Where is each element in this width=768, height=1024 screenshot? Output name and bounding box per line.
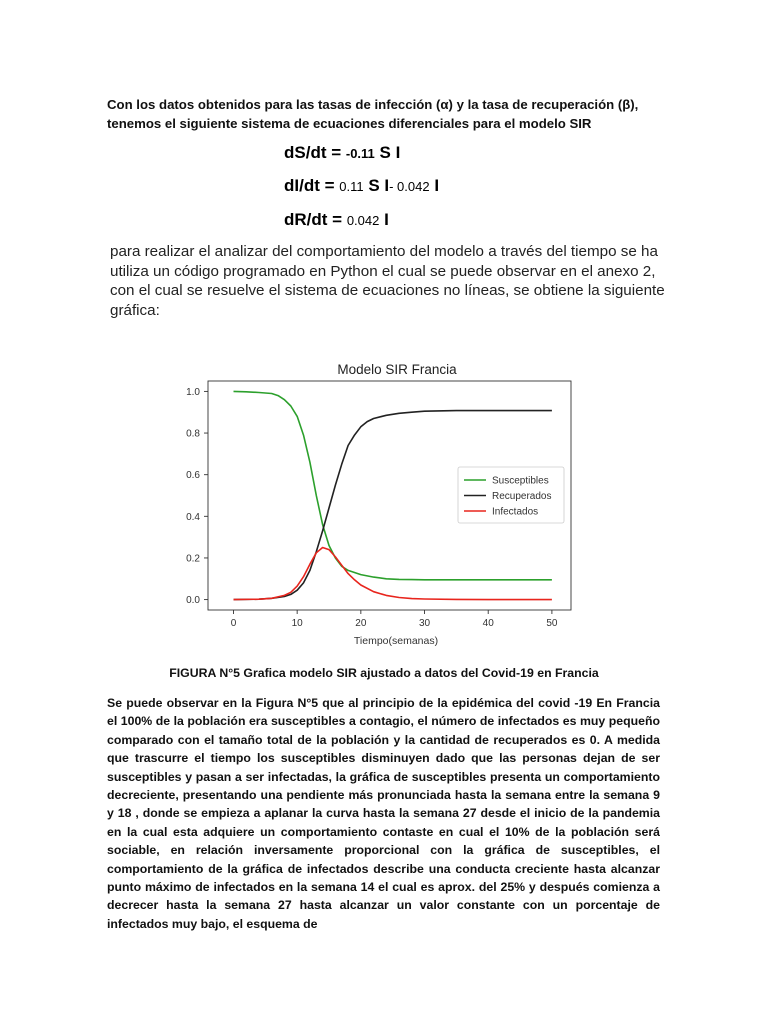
legend-label-susceptibles: Susceptibles <box>492 475 549 487</box>
equation-di-coef: 0.11 <box>339 179 364 194</box>
analysis-paragraph: Se puede observar en la Figura N°5 que al principio de la epidémica del covid -19 En Francia el 100% de la población era susceptibles a contagio, el número de infectados es muy pequeño comparado con el tamaño total de la población y la cantidad de recuperados es 0. A medida que trascurre el tiempo los susceptibles disminuyen dado que las personas dejan de ser susceptibles y pasan a ser infectadas, la gráfica de susceptibles presenta un comportamiento decreciente, presentando una pendiente más pronunciada hasta la semana entre la semana 9 y 18 , donde se empieza a aplanar la curva hasta la semana 27 desde el inicio de la pandemia en la cual esta adquiere un comportamiento contaste en cual el 10% de la población será sociable, en relación inversamente proporcional con la gráfica de susceptibles, el comportamiento de la gráfica de infectados describe una conducta creciente hasta alcanzar punto máximo de infectados en la semana 14 el cual es aprox. del 25% y después comienza a decrecer hasta la semana 27 hasta alcanzar un valor constante con un porcentaje de infectados muy bajo, el esquema de <box>107 696 660 931</box>
intro-line-2: tenemos el siguiente sistema de ecuaciones diferenciales para el modelo SIR <box>107 116 592 131</box>
legend-label-recuperados: Recuperados <box>492 491 552 502</box>
legend-label-infectados: Infectados <box>492 506 539 518</box>
figure-caption: FIGURA N°5 Grafica modelo SIR ajustado a datos del Covid-19 en Francia <box>169 666 599 680</box>
equation-dr-lhs: dR/dt = <box>284 210 347 229</box>
x-tick-label: 30 <box>418 618 431 629</box>
equation-dr-rhs: I <box>379 210 389 229</box>
x-tick-label: 50 <box>546 618 558 629</box>
chart-title: Modelo SIR Francia <box>337 362 457 377</box>
y-tick-label: 0.4 <box>186 511 200 523</box>
sir-chart <box>180 350 600 650</box>
equation-di-rhs: I <box>429 176 440 195</box>
equation-di <box>284 176 439 196</box>
equation-dr-coef: 0.042 <box>346 213 380 228</box>
equation-dr <box>284 210 389 230</box>
chart-legend <box>458 467 564 523</box>
equation-di-mid: S I <box>363 176 390 195</box>
x-tick-label: 40 <box>482 618 494 629</box>
x-tick-label: 20 <box>355 618 367 629</box>
intro-paragraph: para realizar el analizar del comportamiento del modelo a través del tiempo se ha utiliza un código programado en Python el cual se puede observar en el anexo 2, con el cual se resuelve el sistema de ecuaciones no líneas, se obtiene la siguiente gráfica: <box>110 243 665 319</box>
y-tick-label: 0.0 <box>186 595 200 607</box>
intro-text <box>107 95 667 133</box>
intro-line-1: Con los datos obtenidos para las tasas de infección (α) y la tasa de recuperación (β), <box>107 97 639 112</box>
series-line-infectados <box>234 548 552 600</box>
x-tick-label: 10 <box>291 618 303 629</box>
equation-di-coef2: - 0.042 <box>389 179 430 194</box>
y-tick-label: 0.6 <box>186 470 200 482</box>
equation-ds <box>284 143 400 163</box>
y-tick-label: 1.0 <box>186 386 200 398</box>
x-tick-label: 0 <box>230 618 237 629</box>
x-axis-label: Tiempo(semanas) <box>353 635 439 647</box>
y-tick-label: 0.8 <box>186 428 200 440</box>
y-tick-label: 0.2 <box>186 553 200 565</box>
equation-ds-rhs: S I <box>374 143 401 162</box>
equation-ds-coef: -0.11 <box>345 146 375 161</box>
equation-di-lhs: dI/dt = <box>284 176 340 195</box>
equation-ds-lhs: dS/dt = <box>284 143 346 162</box>
